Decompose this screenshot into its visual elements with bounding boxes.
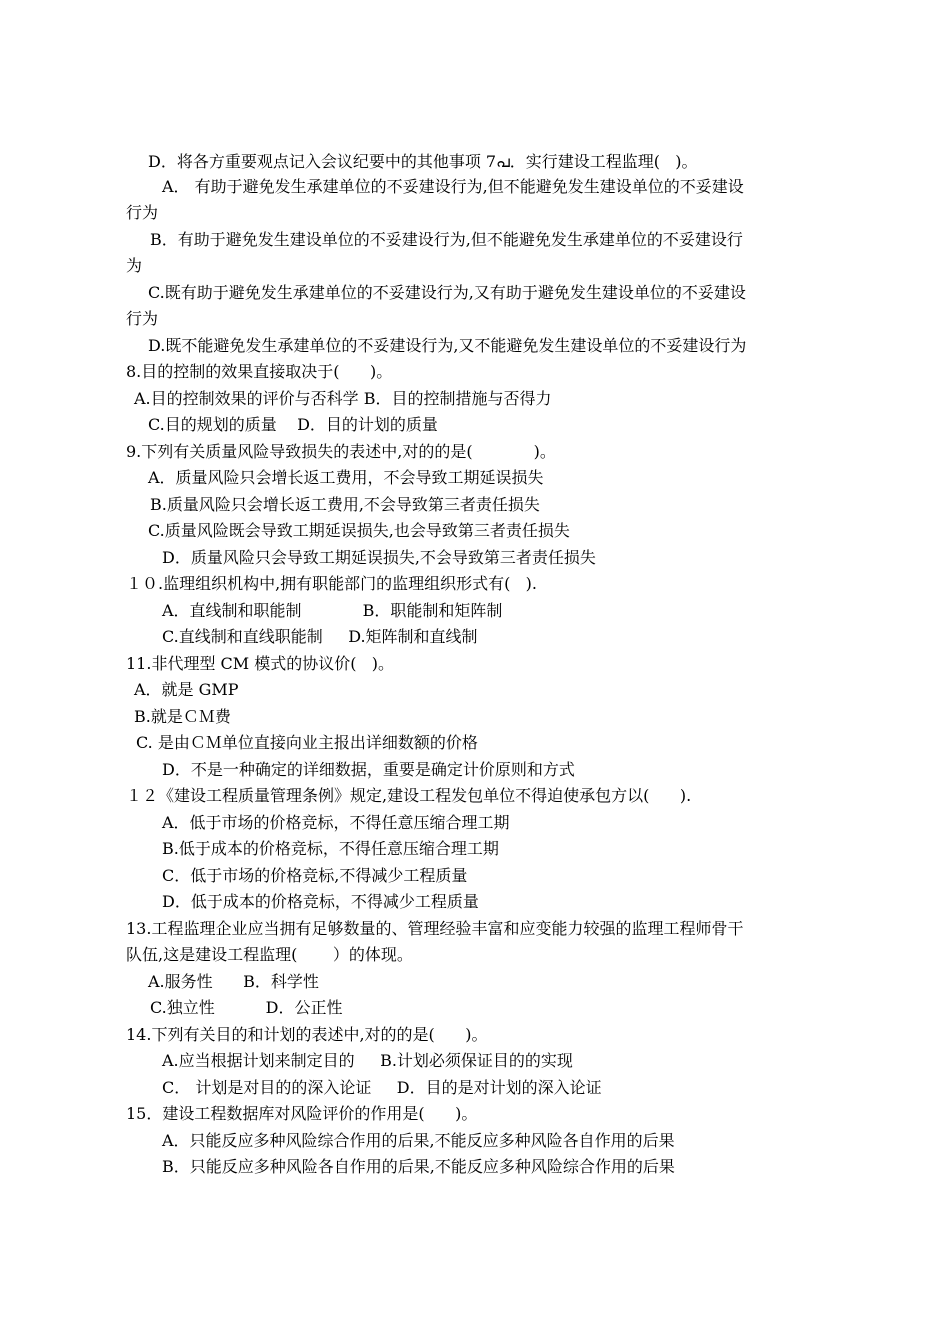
text-line: D．将各方重要观点记入会议纪要中的其他事项 7പ．实行建设工程监理( )。 (148, 152, 698, 171)
text-line: 14.下列有关目的和计划的表述中,对的的是( )。 (126, 1025, 488, 1044)
text-line: C.目的规划的质量 D．目的计划的质量 (148, 415, 438, 434)
text-line: D．质量风险只会导致工期延误损失,不会导致第三者责任损失 (162, 548, 596, 567)
text-line: C. 是由ＣＭ单位直接向业主报出详细数额的价格 (136, 733, 478, 752)
text-line: C.直线制和直线职能制 D.矩阵制和直线制 (162, 627, 478, 646)
text-line: D.既不能避免发生承建单位的不妥建设行为,又不能避免发生建设单位的不妥建设行为 (148, 336, 747, 355)
text-line: A． 有助于避免发生承建单位的不妥建设行为,但不能避免发生建设单位的不妥建设 (162, 177, 744, 196)
text-line: C.质量风险既会导致工期延误损失,也会导致第三者责任损失 (148, 521, 570, 540)
text-line: 行为 (126, 309, 159, 328)
text-line: A.目的控制效果的评价与否科学 B．目的控制措施与否得力 (134, 389, 552, 408)
text-line: D．低于成本的价格竞标，不得减少工程质量 (162, 892, 479, 911)
text-line: D．不是一种确定的详细数据，重要是确定计价原则和方式 (162, 760, 575, 779)
text-line: B.质量风险只会增长返工费用,不会导致第三者责任损失 (150, 495, 540, 514)
text-line: B．有助于避免发生建设单位的不妥建设行为,但不能避免发生承建单位的不妥建设行 (150, 230, 743, 249)
text-line: B．只能反应多种风险各自作用的后果,不能反应多种风险综合作用的后果 (162, 1157, 675, 1176)
text-line: A．低于市场的价格竞标，不得任意压缩合理工期 (162, 813, 510, 832)
text-line: 11.非代理型 CM 模式的协议价( )。 (126, 654, 394, 673)
text-line: A．就是 GMP (134, 680, 239, 699)
text-line: 8.目的控制的效果直接取决于( )。 (126, 362, 393, 381)
text-line: 15．建设工程数据库对风险评价的作用是( )。 (126, 1104, 478, 1123)
text-line: 9.下列有关质量风险导致损失的表述中,对的的是( )。 (126, 442, 556, 461)
text-line: C.既有助于避免发生承建单位的不妥建设行为,又有助于避免发生建设单位的不妥建设 (148, 283, 746, 302)
text-line: 队伍,这是建设工程监理( ）的体现。 (126, 945, 413, 964)
text-line: 13.工程监理企业应当拥有足够数量的、管理经验丰富和应变能力较强的监理工程师骨干 (126, 919, 744, 938)
text-line: C．低于市场的价格竞标,不得减少工程质量 (162, 866, 468, 885)
text-line: 行为 (126, 203, 159, 222)
text-line: A．质量风险只会增长返工费用，不会导致工期延误损失 (148, 468, 544, 487)
text-line: １０.监理组织机构中,拥有职能部门的监理组织形式有( ). (126, 574, 538, 593)
text-line: A．直线制和职能制 B．职能制和矩阵制 (162, 601, 503, 620)
text-line: 为 (126, 256, 143, 275)
text-line: B.低于成本的价格竞标，不得任意压缩合理工期 (162, 839, 499, 858)
text-line: A.应当根据计划来制定目的 B.计划必须保证目的的实现 (162, 1051, 573, 1070)
text-line: C.独立性 D．公正性 (150, 998, 343, 1017)
text-line: A．只能反应多种风险综合作用的后果,不能反应多种风险各自作用的后果 (162, 1131, 675, 1150)
text-line: B.就是ＣＭ费 (134, 707, 231, 726)
text-line: A.服务性 B．科学性 (148, 972, 319, 991)
text-line: C． 计划是对目的的深入论证 D．目的是对计划的深入论证 (162, 1078, 602, 1097)
text-line: １２《建设工程质量管理条例》规定,建设工程发包单位不得迫使承包方以( ). (126, 786, 692, 805)
